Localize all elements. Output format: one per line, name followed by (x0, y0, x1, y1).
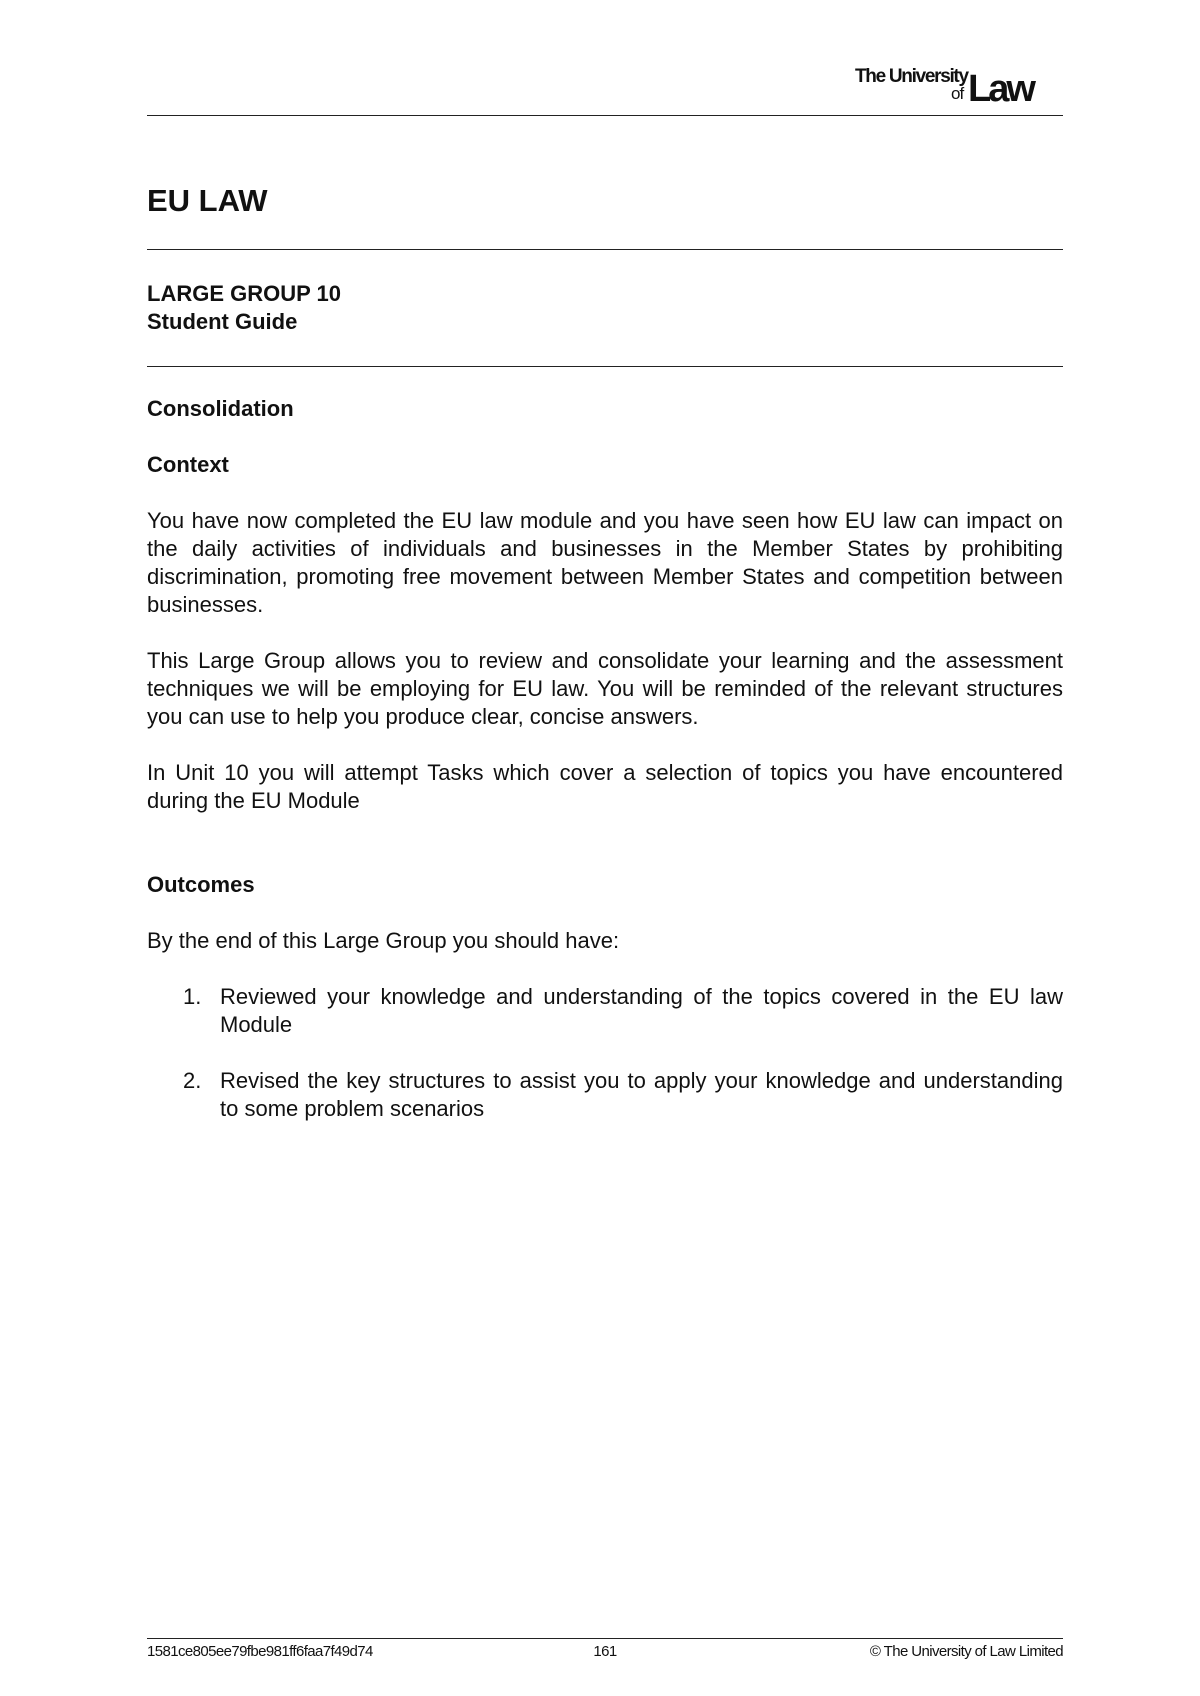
group-label: LARGE GROUP 10 (147, 281, 341, 306)
outcome-number: 2. (183, 1068, 202, 1093)
footer-copyright: © The University of Law Limited (869, 1643, 1063, 1660)
outcome-text: Reviewed your knowledge and understanding of the topics covered in the EU law Module (220, 984, 1063, 1037)
context-heading: Context (147, 452, 229, 477)
footer-divider (147, 1638, 1063, 1639)
outcomes-heading: Outcomes (147, 872, 255, 897)
outcome-text: Revised the key structures to assist you to apply your knowledge and understanding to some problem scenarios (220, 1068, 1063, 1121)
logo-law: Law (968, 68, 1033, 110)
footer-doc-id: 1581ce805ee79fbe981ff6faa7f49d74 (147, 1643, 373, 1660)
section-heading: Consolidation (147, 396, 294, 421)
outcome-number: 1. (183, 984, 202, 1009)
context-paragraph: You have now completed the EU law module and you have seen how EU law can impact on the daily activities of individuals and businesses in the Member States by prohibiting discrimination, promoting free movement between Member States and competition between businesses. (147, 508, 1063, 617)
university-logo (853, 64, 1063, 110)
guide-label: Student Guide (147, 309, 298, 334)
logo-line1: The University (855, 66, 968, 87)
outcomes-intro: By the end of this Large Group you should have: (147, 928, 620, 953)
page-title: EU LAW (147, 183, 268, 218)
footer-page-number: 161 (593, 1643, 617, 1660)
header-divider (147, 115, 1063, 116)
section-divider (147, 366, 1063, 367)
title-divider (147, 249, 1063, 250)
logo-of: of (951, 84, 964, 103)
context-paragraph: This Large Group allows you to review and consolidate your learning and the assessment techniques we will be employing for EU law. You will be reminded of the relevant structures you can use to help you produce clear, concise answers. (147, 648, 1063, 729)
document-page (147, 0, 1063, 1696)
context-paragraph: In Unit 10 you will attempt Tasks which cover a selection of topics you have encountered during the EU Module (147, 760, 1063, 813)
